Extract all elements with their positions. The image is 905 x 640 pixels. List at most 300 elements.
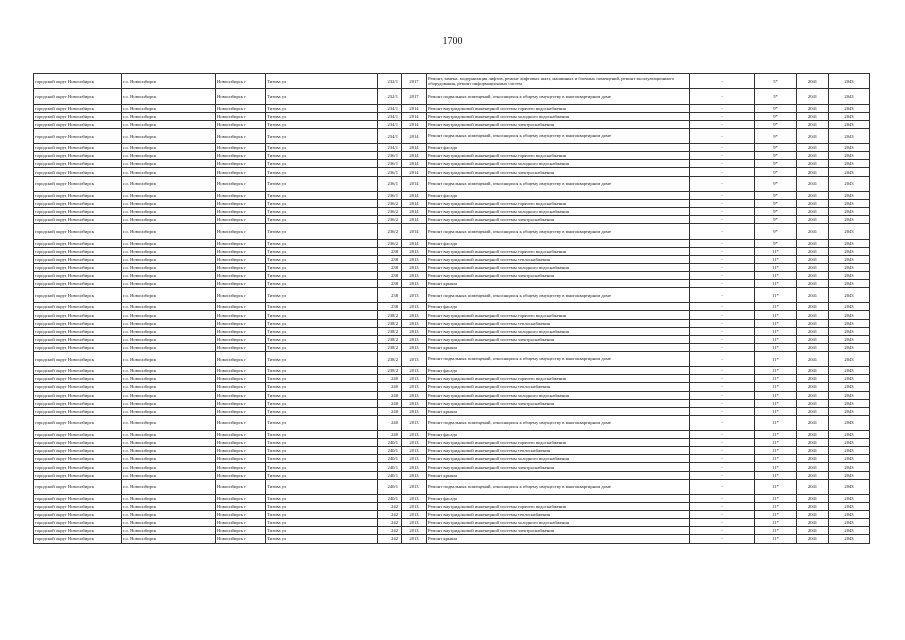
plan-end-year-cell: 2043 [829,168,870,176]
plan-end-year-cell: 2043 [829,415,870,430]
house-number-cell: 236/2 [378,199,402,207]
street-cell: Титова ул [266,527,378,535]
empty-value-cell: - [690,431,755,439]
empty-value-cell: - [690,351,755,366]
city-cell: г.о. Новосибирск [122,89,216,104]
floors-cell: 11* [755,439,797,447]
city-cell: г.о. Новосибирск [122,247,216,255]
street-cell: Титова ул [266,511,378,519]
district-cell: городской округ Новосибирск [34,471,122,479]
street-cell: Титова ул [266,311,378,319]
street-cell: Титова ул [266,455,378,463]
plan-end-year-cell: 2043 [829,216,870,224]
year-cell: 2013 [402,303,427,311]
house-number-cell: 232/1 [378,74,402,89]
district-cell: городской округ Новосибирск [34,120,122,128]
city-cell: г.о. Новосибирск [122,311,216,319]
city-cell: г.о. Новосибирск [122,239,216,247]
city-cell: г.о. Новосибирск [122,128,216,143]
district-cell: городской округ Новосибирск [34,224,122,239]
empty-value-cell: - [690,255,755,263]
floors-cell: 11* [755,535,797,543]
street-cell: Титова ул [266,335,378,343]
year-cell: 2013 [402,288,427,303]
locality-cell: Новосибирск г [216,335,266,343]
street-cell: Титова ул [266,503,378,511]
locality-cell: Новосибирск г [216,463,266,471]
house-number-cell: 240 [378,383,402,391]
floors-cell: 9* [755,168,797,176]
work-type-cell: Ремонт внутридомовой инженерной системы теплоснабжения [427,447,690,455]
street-cell: Титова ул [266,74,378,89]
empty-value-cell: - [690,383,755,391]
work-type-cell: Ремонт подвальных помещений, относящихся к общему имуществу в многоквартирном доме [427,415,690,430]
plan-start-year-cell: 2041 [797,439,829,447]
city-cell: г.о. Новосибирск [122,168,216,176]
plan-end-year-cell: 2043 [829,319,870,327]
work-type-cell: Ремонт фасада [427,239,690,247]
house-number-cell: 236/2 [378,216,402,224]
table-row [34,191,870,199]
house-number-cell: 242 [378,519,402,527]
city-cell: г.о. Новосибирск [122,327,216,335]
table-row [34,208,870,216]
house-number-cell: 240/1 [378,447,402,455]
locality-cell: Новосибирск г [216,247,266,255]
city-cell: г.о. Новосибирск [122,375,216,383]
table-row [34,271,870,279]
work-type-cell: Ремонт подвальных помещений, относящихся к общему имуществу в многоквартирном доме [427,128,690,143]
house-number-cell: 232/1 [378,89,402,104]
empty-value-cell: - [690,391,755,399]
year-cell: 2013 [402,479,427,494]
house-number-cell: 238/2 [378,311,402,319]
city-cell: г.о. Новосибирск [122,112,216,120]
empty-value-cell: - [690,271,755,279]
floors-cell: 11* [755,527,797,535]
district-cell: городской округ Новосибирск [34,160,122,168]
plan-start-year-cell: 2041 [797,239,829,247]
empty-value-cell: - [690,319,755,327]
year-cell: 2013 [402,351,427,366]
work-type-cell: Ремонт внутридомовой инженерной системы холодного водоснабжения [427,160,690,168]
city-cell: г.о. Новосибирск [122,463,216,471]
locality-cell: Новосибирск г [216,494,266,502]
table-row [34,519,870,527]
city-cell: г.о. Новосибирск [122,263,216,271]
city-cell: г.о. Новосибирск [122,439,216,447]
locality-cell: Новосибирск г [216,367,266,375]
year-cell: 2013 [402,327,427,335]
plan-start-year-cell: 2041 [797,519,829,527]
work-type-cell: Ремонт внутридомовой инженерной системы горячего водоснабжения [427,247,690,255]
work-type-cell: Ремонт внутридомовой инженерной системы холодного водоснабжения [427,263,690,271]
street-cell: Титова ул [266,247,378,255]
work-type-cell: Ремонт внутридомовой инженерной системы горячего водоснабжения [427,199,690,207]
table-row [34,471,870,479]
work-type-cell: Ремонт внутридомовой инженерной системы теплоснабжения [427,383,690,391]
work-type-cell: Ремонт крыши [427,471,690,479]
city-cell: г.о. Новосибирск [122,120,216,128]
year-cell: 2014 [402,152,427,160]
year-cell: 2017 [402,74,427,89]
street-cell: Титова ул [266,351,378,366]
floors-cell: 9* [755,120,797,128]
table-row [34,527,870,535]
street-cell: Титова ул [266,199,378,207]
street-cell: Титова ул [266,519,378,527]
plan-start-year-cell: 2041 [797,89,829,104]
house-number-cell: 238/2 [378,335,402,343]
year-cell: 2013 [402,439,427,447]
plan-end-year-cell: 2043 [829,527,870,535]
empty-value-cell: - [690,519,755,527]
street-cell: Титова ул [266,399,378,407]
house-number-cell: 240 [378,407,402,415]
house-number-cell: 236/1 [378,160,402,168]
table-row [34,439,870,447]
plan-end-year-cell: 2043 [829,455,870,463]
empty-value-cell: - [690,399,755,407]
floors-cell: 11* [755,383,797,391]
street-cell: Титова ул [266,112,378,120]
street-cell: Титова ул [266,471,378,479]
plan-end-year-cell: 2043 [829,327,870,335]
floors-cell: 11* [755,288,797,303]
empty-value-cell: - [690,479,755,494]
plan-start-year-cell: 2041 [797,104,829,112]
city-cell: г.о. Новосибирск [122,335,216,343]
street-cell: Титова ул [266,479,378,494]
plan-start-year-cell: 2041 [797,407,829,415]
work-type-cell: Ремонт внутридомовой инженерной системы электроснабжения [427,463,690,471]
empty-value-cell: - [690,407,755,415]
table-row [34,168,870,176]
plan-end-year-cell: 2043 [829,503,870,511]
empty-value-cell: - [690,288,755,303]
empty-value-cell: - [690,343,755,351]
city-cell: г.о. Новосибирск [122,511,216,519]
district-cell: городской округ Новосибирск [34,112,122,120]
house-number-cell: 240/1 [378,494,402,502]
table-row [34,494,870,502]
floors-cell: 11* [755,503,797,511]
plan-end-year-cell: 2043 [829,288,870,303]
plan-start-year-cell: 2041 [797,415,829,430]
empty-value-cell: - [690,439,755,447]
plan-end-year-cell: 2043 [829,535,870,543]
city-cell: г.о. Новосибирск [122,447,216,455]
street-cell: Титова ул [266,343,378,351]
locality-cell: Новосибирск г [216,239,266,247]
work-type-cell: Ремонт внутридомовой инженерной системы электроснабжения [427,335,690,343]
empty-value-cell: - [690,375,755,383]
floors-cell: 9* [755,104,797,112]
plan-start-year-cell: 2041 [797,399,829,407]
table-row [34,383,870,391]
floors-cell: 9* [755,160,797,168]
floors-cell: 9* [755,224,797,239]
year-cell: 2013 [402,471,427,479]
city-cell: г.о. Новосибирск [122,471,216,479]
empty-value-cell: - [690,447,755,455]
work-type-cell: Ремонт внутридомовой инженерной системы электроснабжения [427,216,690,224]
plan-start-year-cell: 2041 [797,199,829,207]
district-cell: городской округ Новосибирск [34,176,122,191]
table-row [34,152,870,160]
year-cell: 2014 [402,224,427,239]
year-cell: 2014 [402,216,427,224]
floors-cell: 11* [755,391,797,399]
district-cell: городской округ Новосибирск [34,303,122,311]
house-number-cell: 238 [378,247,402,255]
work-type-cell: Ремонт подвальных помещений, относящихся к общему имуществу в многоквартирном доме [427,288,690,303]
floors-cell: 11* [755,399,797,407]
plan-start-year-cell: 2041 [797,343,829,351]
empty-value-cell: - [690,74,755,89]
locality-cell: Новосибирск г [216,191,266,199]
locality-cell: Новосибирск г [216,471,266,479]
locality-cell: Новосибирск г [216,271,266,279]
street-cell: Титова ул [266,216,378,224]
plan-start-year-cell: 2041 [797,208,829,216]
empty-value-cell: - [690,120,755,128]
year-cell: 2013 [402,527,427,535]
district-cell: городской округ Новосибирск [34,128,122,143]
empty-value-cell: - [690,503,755,511]
work-type-cell: Ремонт внутридомовой инженерной системы теплоснабжения [427,319,690,327]
street-cell: Титова ул [266,288,378,303]
table-row [34,535,870,543]
year-cell: 2014 [402,160,427,168]
plan-start-year-cell: 2041 [797,247,829,255]
locality-cell: Новосибирск г [216,319,266,327]
house-number-cell: 240/1 [378,455,402,463]
locality-cell: Новосибирск г [216,120,266,128]
floors-cell: 11* [755,311,797,319]
plan-start-year-cell: 2041 [797,191,829,199]
plan-end-year-cell: 2043 [829,351,870,366]
plan-end-year-cell: 2043 [829,383,870,391]
district-cell: городской округ Новосибирск [34,415,122,430]
house-number-cell: 238 [378,255,402,263]
house-number-cell: 240 [378,431,402,439]
work-type-cell: Ремонт крыши [427,535,690,543]
work-type-cell: Ремонт внутридомовой инженерной системы холодного водоснабжения [427,112,690,120]
year-cell: 2017 [402,89,427,104]
table-row [34,288,870,303]
plan-end-year-cell: 2043 [829,271,870,279]
table-row [34,455,870,463]
district-cell: городской округ Новосибирск [34,383,122,391]
empty-value-cell: - [690,415,755,430]
locality-cell: Новосибирск г [216,224,266,239]
city-cell: г.о. Новосибирск [122,199,216,207]
plan-end-year-cell: 2043 [829,112,870,120]
city-cell: г.о. Новосибирск [122,431,216,439]
floors-cell: 11* [755,303,797,311]
floors-cell: 9* [755,216,797,224]
plan-end-year-cell: 2043 [829,431,870,439]
house-number-cell: 236/1 [378,152,402,160]
floors-cell: 9* [755,112,797,120]
district-cell: городской округ Новосибирск [34,271,122,279]
table-row [34,104,870,112]
year-cell: 2013 [402,247,427,255]
plan-start-year-cell: 2041 [797,375,829,383]
district-cell: городской округ Новосибирск [34,216,122,224]
street-cell: Титова ул [266,439,378,447]
house-number-cell: 240/1 [378,479,402,494]
work-type-cell: Ремонт, замена, модернизация лифтов, ремонт лифтовых шахт, машинных и блочных помещений, ремонт эксплуатационного оборудования, ремонт информационных систем [427,74,690,89]
street-cell: Титова ул [266,494,378,502]
plan-end-year-cell: 2043 [829,335,870,343]
district-cell: городской округ Новосибирск [34,279,122,287]
house-number-cell: 236/1 [378,191,402,199]
street-cell: Титова ул [266,263,378,271]
district-cell: городской округ Новосибирск [34,255,122,263]
work-type-cell: Ремонт внутридомовой инженерной системы электроснабжения [427,120,690,128]
plan-end-year-cell: 2043 [829,391,870,399]
empty-value-cell: - [690,327,755,335]
work-type-cell: Ремонт крыши [427,279,690,287]
floors-cell: 11* [755,455,797,463]
city-cell: г.о. Новосибирск [122,279,216,287]
locality-cell: Новосибирск г [216,535,266,543]
locality-cell: Новосибирск г [216,447,266,455]
street-cell: Титова ул [266,168,378,176]
table-row [34,335,870,343]
locality-cell: Новосибирск г [216,415,266,430]
locality-cell: Новосибирск г [216,104,266,112]
street-cell: Титова ул [266,224,378,239]
district-cell: городской округ Новосибирск [34,479,122,494]
plan-end-year-cell: 2043 [829,439,870,447]
year-cell: 2013 [402,311,427,319]
house-number-cell: 234/1 [378,144,402,152]
empty-value-cell: - [690,104,755,112]
floors-cell: 11* [755,279,797,287]
house-number-cell: 240 [378,399,402,407]
work-type-cell: Ремонт подвальных помещений, относящихся к общему имуществу в многоквартирном доме [427,176,690,191]
table-row [34,216,870,224]
floors-cell: 9* [755,239,797,247]
city-cell: г.о. Новосибирск [122,503,216,511]
district-cell: городской округ Новосибирск [34,391,122,399]
work-type-cell: Ремонт крыши [427,343,690,351]
table-row [34,399,870,407]
year-cell: 2013 [402,494,427,502]
repair-schedule-table [33,73,870,544]
floors-cell: 5* [755,74,797,89]
plan-start-year-cell: 2041 [797,367,829,375]
table-row [34,327,870,335]
district-cell: городской округ Новосибирск [34,343,122,351]
year-cell: 2013 [402,271,427,279]
plan-end-year-cell: 2043 [829,89,870,104]
city-cell: г.о. Новосибирск [122,160,216,168]
empty-value-cell: - [690,176,755,191]
locality-cell: Новосибирск г [216,208,266,216]
plan-start-year-cell: 2041 [797,479,829,494]
house-number-cell: 240 [378,375,402,383]
city-cell: г.о. Новосибирск [122,288,216,303]
street-cell: Титова ул [266,391,378,399]
plan-end-year-cell: 2043 [829,311,870,319]
city-cell: г.о. Новосибирск [122,74,216,89]
plan-start-year-cell: 2041 [797,311,829,319]
street-cell: Титова ул [266,447,378,455]
year-cell: 2013 [402,319,427,327]
year-cell: 2014 [402,208,427,216]
locality-cell: Новосибирск г [216,519,266,527]
house-number-cell: 238/2 [378,343,402,351]
empty-value-cell: - [690,303,755,311]
work-type-cell: Ремонт фасада [427,191,690,199]
empty-value-cell: - [690,239,755,247]
empty-value-cell: - [690,152,755,160]
locality-cell: Новосибирск г [216,152,266,160]
floors-cell: 9* [755,152,797,160]
empty-value-cell: - [690,144,755,152]
district-cell: городской округ Новосибирск [34,447,122,455]
empty-value-cell: - [690,471,755,479]
district-cell: городской округ Новосибирск [34,335,122,343]
plan-start-year-cell: 2041 [797,527,829,535]
table-row [34,112,870,120]
plan-end-year-cell: 2043 [829,279,870,287]
house-number-cell: 242 [378,535,402,543]
table-row [34,503,870,511]
district-cell: городской округ Новосибирск [34,239,122,247]
work-type-cell: Ремонт внутридомовой инженерной системы холодного водоснабжения [427,455,690,463]
empty-value-cell: - [690,263,755,271]
empty-value-cell: - [690,535,755,543]
year-cell: 2014 [402,112,427,120]
plan-end-year-cell: 2043 [829,367,870,375]
house-number-cell: 238/2 [378,319,402,327]
plan-start-year-cell: 2041 [797,535,829,543]
year-cell: 2013 [402,279,427,287]
district-cell: городской округ Новосибирск [34,494,122,502]
plan-end-year-cell: 2043 [829,120,870,128]
floors-cell: 11* [755,351,797,366]
city-cell: г.о. Новосибирск [122,494,216,502]
locality-cell: Новосибирск г [216,160,266,168]
table-row [34,303,870,311]
work-type-cell: Ремонт внутридомовой инженерной системы электроснабжения [427,271,690,279]
table-row [34,351,870,366]
district-cell: городской округ Новосибирск [34,503,122,511]
city-cell: г.о. Новосибирск [122,351,216,366]
work-type-cell: Ремонт внутридомовой инженерной системы теплоснабжения [427,255,690,263]
table-row [34,263,870,271]
work-type-cell: Ремонт внутридомовой инженерной системы холодного водоснабжения [427,519,690,527]
plan-end-year-cell: 2043 [829,303,870,311]
empty-value-cell: - [690,511,755,519]
empty-value-cell: - [690,216,755,224]
floors-cell: 11* [755,343,797,351]
floors-cell: 11* [755,335,797,343]
table-row [34,176,870,191]
empty-value-cell: - [690,279,755,287]
plan-end-year-cell: 2043 [829,247,870,255]
locality-cell: Новосибирск г [216,288,266,303]
locality-cell: Новосибирск г [216,351,266,366]
plan-start-year-cell: 2041 [797,255,829,263]
work-type-cell: Ремонт подвальных помещений, относящихся к общему имуществу в многоквартирном доме [427,479,690,494]
street-cell: Титова ул [266,367,378,375]
